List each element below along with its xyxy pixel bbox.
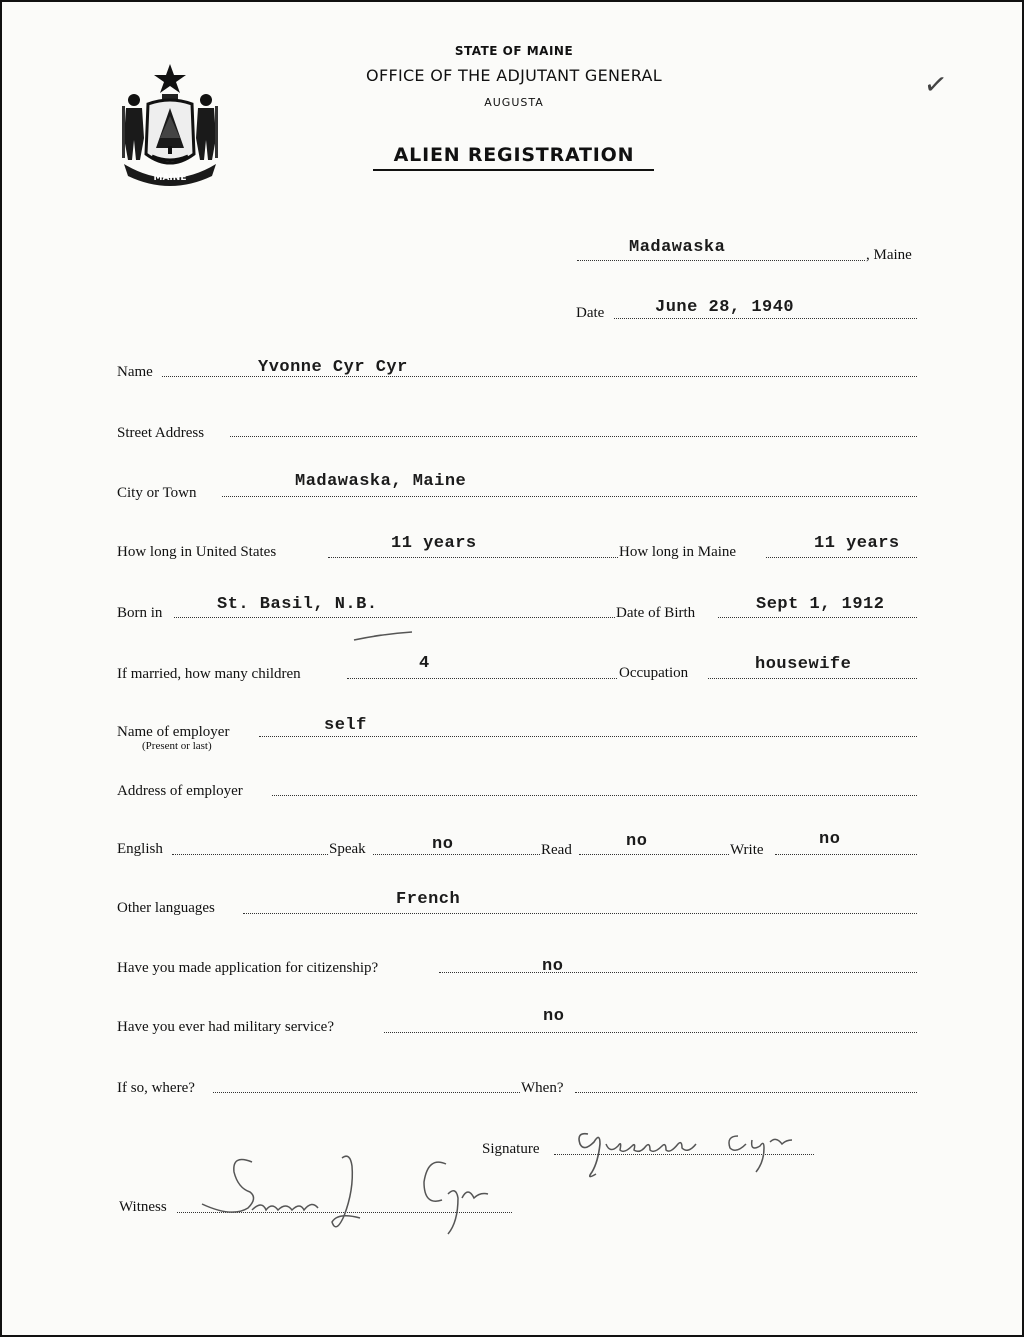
street-address-line — [230, 436, 917, 437]
state-heading: STATE OF MAINE — [454, 44, 574, 58]
title-underline — [373, 169, 654, 171]
town-value[interactable]: Madawaska — [629, 238, 726, 257]
read-line — [579, 854, 729, 855]
citizenship-line — [439, 972, 917, 973]
born-in-value[interactable]: St. Basil, N.B. — [217, 595, 378, 614]
write-value[interactable]: no — [819, 830, 841, 849]
occupation-label: Occupation — [619, 665, 689, 681]
city-or-town-label: City or Town — [117, 485, 197, 501]
employer-label: Name of employer — [117, 724, 230, 740]
born-in-label: Born in — [117, 605, 163, 621]
military-line — [384, 1032, 917, 1033]
speak-label: Speak — [329, 841, 366, 857]
town-suffix-label: , Maine — [866, 247, 912, 263]
city-heading: AUGUSTA — [484, 96, 544, 109]
if-so-where-line — [213, 1092, 520, 1093]
when-label: When? — [521, 1080, 564, 1096]
children-value[interactable]: 4 — [419, 654, 430, 673]
employer-line — [259, 736, 917, 737]
name-label: Name — [117, 364, 153, 380]
employer-sublabel: (Present or last) — [142, 740, 212, 752]
read-label: Read — [541, 842, 572, 858]
speak-line — [373, 854, 540, 855]
name-value[interactable]: Yvonne Cyr Cyr — [258, 358, 408, 377]
how-long-maine-line — [766, 557, 917, 558]
children-label: If married, how many children — [117, 666, 301, 682]
street-address-label: Street Address — [117, 425, 205, 441]
write-label: Write — [730, 842, 764, 858]
town-line — [577, 260, 865, 261]
date-of-birth-label: Date of Birth — [616, 605, 696, 621]
other-languages-value[interactable]: French — [396, 890, 461, 909]
office-heading: OFFICE OF THE ADJUTANT GENERAL — [366, 66, 662, 85]
english-label: English — [117, 841, 163, 857]
military-label: Have you ever had military service? — [117, 1019, 334, 1035]
write-line — [775, 854, 917, 855]
date-label: Date — [576, 305, 605, 321]
pencil-stroke — [352, 630, 416, 644]
how-long-us-label: How long in United States — [117, 544, 277, 560]
how-long-us-value[interactable]: 11 years — [391, 534, 477, 553]
born-in-line — [174, 617, 615, 618]
other-languages-line — [243, 913, 917, 914]
citizenship-value[interactable]: no — [542, 957, 564, 976]
citizenship-label: Have you made application for citizenship? — [117, 960, 379, 976]
date-value[interactable]: June 28, 1940 — [655, 298, 795, 317]
military-value[interactable]: no — [543, 1007, 565, 1026]
applicant-signature[interactable] — [570, 1114, 830, 1184]
form-title: ALIEN REGISTRATION — [393, 144, 635, 166]
witness-label: Witness — [119, 1199, 167, 1215]
occupation-value[interactable]: housewife — [755, 655, 852, 674]
seal-text: MAINE — [153, 173, 187, 183]
check-mark-icon: ✓ — [921, 66, 950, 103]
english-line — [172, 854, 328, 855]
employer-address-line — [272, 795, 917, 796]
when-line — [575, 1092, 917, 1093]
read-value[interactable]: no — [626, 832, 648, 851]
employer-value[interactable]: self — [324, 716, 367, 735]
employer-address-label: Address of employer — [117, 783, 243, 799]
date-of-birth-line — [718, 617, 917, 618]
children-line — [347, 678, 617, 679]
witness-signature[interactable] — [192, 1142, 502, 1242]
signature-label: Signature — [482, 1141, 540, 1157]
if-so-where-label: If so, where? — [117, 1080, 195, 1096]
how-long-us-line — [328, 557, 618, 558]
how-long-maine-label: How long in Maine — [619, 544, 737, 560]
city-or-town-value[interactable]: Madawaska, Maine — [295, 472, 467, 491]
date-line — [614, 318, 917, 319]
date-of-birth-value[interactable]: Sept 1, 1912 — [756, 595, 885, 614]
occupation-line — [708, 678, 917, 679]
how-long-maine-value[interactable]: 11 years — [814, 534, 900, 553]
speak-value[interactable]: no — [432, 835, 454, 854]
city-or-town-line — [222, 496, 917, 497]
other-languages-label: Other languages — [117, 900, 215, 916]
